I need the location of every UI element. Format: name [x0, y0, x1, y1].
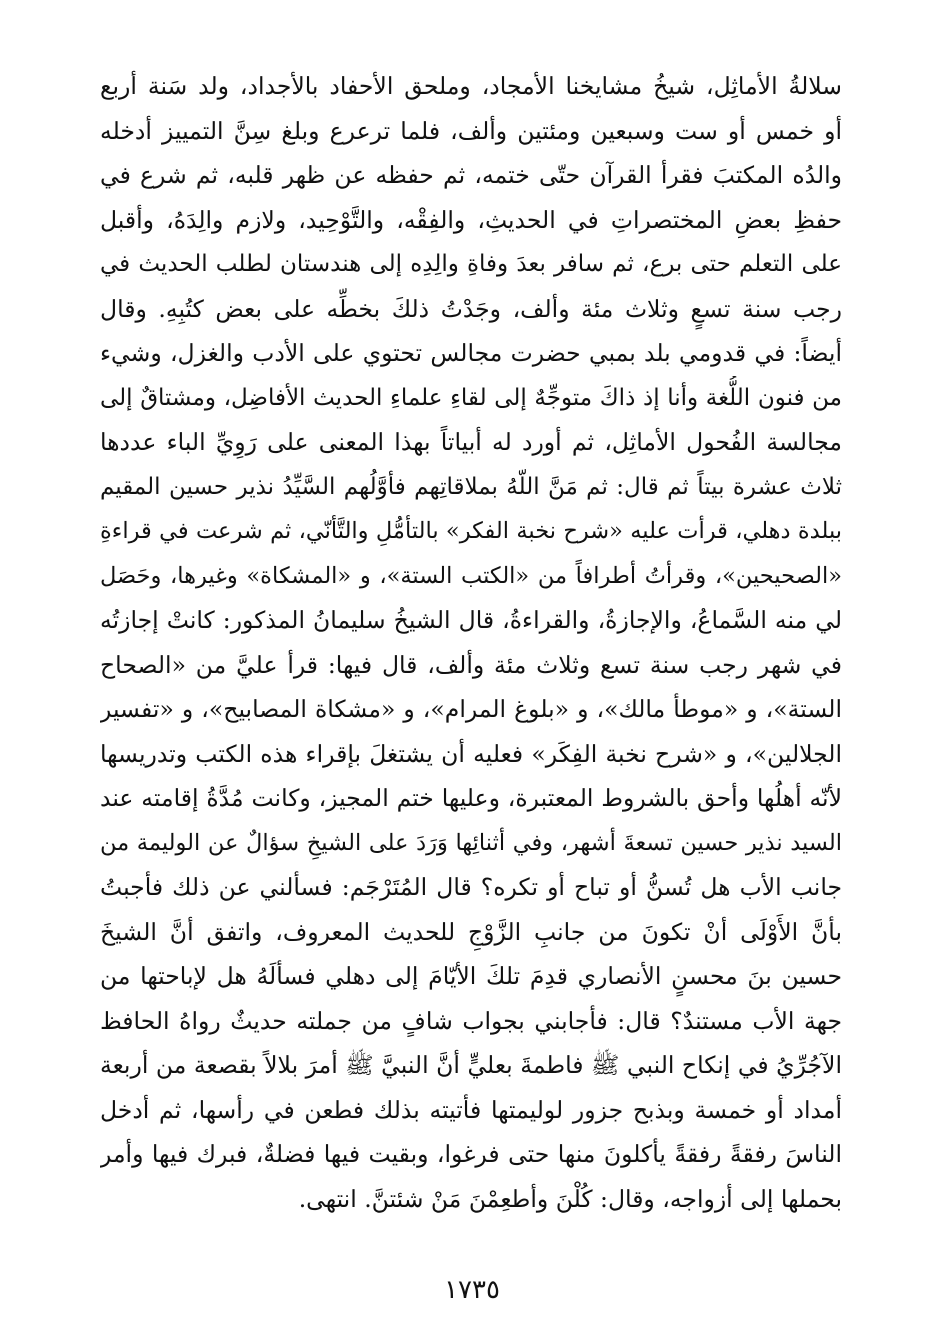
text-line: والدُه المكتبَ فقرأ القرآن حتّى ختمه، ثم حفظه عن ظهر قلبه، ثم شرع في	[100, 161, 842, 189]
text-line: من فنون اللُّغة وأنا إذ ذاكَ متوجِّهٌ إلى لقاءِ علماءِ الحديث الأفاضِل، ومشتاقٌ إلى	[100, 384, 842, 411]
text-line: بأنَّ الأَوْلَى أنْ تكونَ من جانبِ الزَّوْجِ للحديث المعروف، واتفق أنَّ الشيخَ	[100, 917, 842, 946]
text-line: الجلالين»، و «شرح نخبة الفِكَر» فعليه أن يشتغلَ بإقراء هذه الكتب وتدريسها	[100, 739, 842, 768]
text-line: لأنّه أهلُها وأحق بالشروط المعتبرة، وعليها ختم المجيز، وكانت مُدَّةُ إقامته عند	[100, 784, 842, 812]
text-line: ثلاث عشرة بيتاً ثم قال: ثم مَنَّ اللّهُ بملاقاتِهم فأوَّلُهم السَّيِّدُ نذير حسين المقيم	[100, 473, 842, 500]
text-line: السيد نذير حسين تسعةَ أشهر، وفي أثنائِها وَرَدَ على الشيخِ سؤالٌ عن الوليمة من	[100, 829, 842, 856]
body-text	[100, 64, 842, 1221]
text-line: بحملها إلى أزواجه، وقال: كُلْنَ وأطعِمْنَ مَنْ شئتنَّ. انتهى.	[298, 1184, 842, 1213]
text-line: جانب الأب هل تُسنُّ أو تباح أو تكره؟ قال المُتَرْجَم: فسألني عن ذلك فأجبتُ	[100, 873, 842, 901]
text-line: الناسَ رفقةً رفقةً يأكلونَ منها حتى فرغوا، وبقيت فيها فضلةٌ، فبرك فيها وأمر	[100, 1140, 842, 1168]
text-line: أو خمس أو ست وسبعين ومئتين وألف، فلما ترعرع وبلغ سِنَّ التمييز أدخله	[100, 116, 842, 145]
text-line: رجب سنة تسعٍ وثلاث مئة وألف، وجَدْتُ ذلكَ بخطِّه على بعض كتُبِهِ. وقال	[100, 294, 842, 323]
text-line: أمداد أو خمسة وبذبح جزور لوليمتها فأتيته بذلك فطعن في رأسها، ثم أدخل	[100, 1095, 842, 1124]
text-line: الستة»، و «موطأ مالك»، و «بلوغ المرام»، و «مشكاة المصابيح»، و «تفسير	[100, 695, 842, 723]
text-line: في شهر رجب سنة تسع وثلاث مئة وألف، قال فيها: قرأ عليَّ من «الصحاح	[100, 650, 842, 679]
text-line: الآجُرِّيُ في إنكاح النبي ﷺ فاطمةَ بعليٍّ أنَّ النبيَّ ﷺ أمرَ بلالاً بقصعة من أربعة	[100, 1051, 842, 1079]
page-number: ١٧٣٥	[444, 1275, 500, 1305]
text-line: حسين بنَ محسنٍ الأنصاري قدِمَ تلكَ الأيّامَ إلى دهلي فسألَهُ هل لإباحتها من	[100, 962, 842, 990]
text-line: على التعلم حتى برع، ثم سافر بعدَ وفاةِ والِدِه إلى هندستان لطلب الحديث في	[100, 251, 842, 277]
text-line: لي منه السَّماعُ، والإجازةُ، والقراءةُ، قال الشيخُ سليمانُ المذكور: كانتْ إجازتُه	[100, 606, 842, 634]
text-line: سلالةُ الأماثِل، شيخُ مشايخنا الأمجاد، وملحق الأحفاد بالأجداد، ولد سَنة أربع	[100, 72, 842, 100]
text-line: جهة الأب مستندٌ؟ قال: فأجابني بجواب شافٍ من جملته حديثٌ رواهُ الحافظ	[100, 1006, 842, 1035]
text-line: أيضاً: في قدومي بلد بمبي حضرت مجالس تحتوي على الأدب والغزل، وشيء	[100, 339, 842, 367]
text-line: مجالسة الفُحول الأماثِل، ثم أورد له أبياتاً بهذا المعنى على رَوِيِّ الباء عددها	[100, 428, 842, 456]
text-line: حفظِ بعضِ المختصراتِ في الحديثِ، والفِقْه، والتَّوْحِيد، ولازم والِدَهُ، وأقبل	[100, 205, 842, 234]
text-line: «الصحيحين»، وقرأتُ أطرافاً من «الكتب الستة»، و «المشكاة» وغيرها، وحَصَل	[100, 562, 842, 589]
text-line: ببلدة دهلي، قرأت عليه «شرح نخبة الفكر» بالتأمُّلِ والتَّأنّي، ثم شرعت في قراءةِ	[100, 518, 842, 544]
